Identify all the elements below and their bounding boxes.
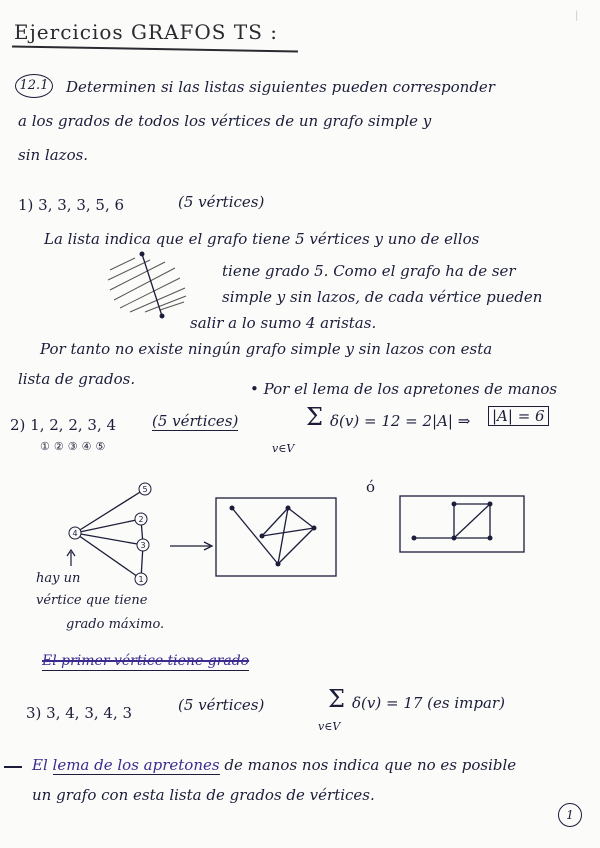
part2-heading: 2) 1, 2, 2, 3, 4: [10, 416, 117, 434]
note-arrow: [66, 550, 76, 568]
part1-line-2: tiene grado 5. Como el grafo ha de ser: [222, 262, 516, 280]
part3-sum-index: v∈V: [318, 720, 341, 733]
boxed-graph-2: [398, 494, 526, 554]
hatched-sketch: [100, 250, 200, 320]
statement-line-3: sin lazos.: [18, 146, 89, 164]
node-label-2a: 2: [138, 515, 144, 524]
part3-vertices: (5 vértices): [178, 696, 265, 714]
part1-line-1: La lista indica que el grafo tiene 5 vértices y uno de ellos: [44, 230, 480, 248]
node-label-1: 1: [138, 575, 144, 584]
part1-heading: 1) 3, 3, 3, 5, 6: [18, 196, 125, 214]
sum-symbol-3: Σ: [328, 685, 345, 713]
part2-sum-index: v∈V: [272, 442, 295, 455]
part3-heading: 3) 3, 4, 3, 4, 3: [26, 704, 133, 722]
statement-line-1: Determinen si las listas siguientes pueden corresponder: [66, 78, 495, 96]
part2-circled-labels: ①②③④⑤: [40, 440, 110, 453]
note-line-1: hay un: [36, 571, 81, 586]
node-label-5: 5: [142, 485, 148, 494]
part1-conclusion-1: Por tanto no existe ningún grafo simple y sin lazos con esta: [40, 340, 493, 358]
page-title: Ejercicios GRAFOS TS :: [14, 20, 279, 44]
bullet-dash: [4, 766, 22, 768]
conclusion-rest: de manos nos indica que no es posible: [219, 756, 517, 774]
conclusion-underlined: lema de los apretones: [52, 756, 220, 774]
crossed-out-line: El primer vértice tiene grado: [42, 653, 250, 669]
node-label-2b: 3: [140, 541, 146, 550]
title-underline: [12, 46, 298, 53]
node-label-4: 4: [72, 529, 78, 538]
page-number: 1: [558, 803, 582, 827]
note-line-2: vértice que tiene: [36, 593, 148, 608]
part1-line-4: salir a lo sumo 4 aristas.: [190, 314, 377, 332]
boxed-graph-1: [214, 496, 339, 578]
part2-sum-result: |A| = 6: [488, 406, 549, 426]
part2-lemma-note: • Por el lema de los apretones de manos: [250, 380, 558, 398]
part1-line-3: simple y sin lazos, de cada vértice pueden: [222, 288, 543, 306]
part2-sum-expression: δ(v) = 12 = 2|A| ⇒: [330, 412, 471, 430]
part2-vertices: (5 vértices): [152, 412, 239, 430]
part3-conclusion-line-2: un grafo con esta lista de grados de vértices.: [32, 786, 375, 804]
margin-mark: |: [575, 10, 579, 21]
statement-line-2: a los grados de todos los vértices de un grafo simple y: [18, 112, 432, 130]
part1-conclusion-2: lista de grados.: [18, 370, 136, 388]
or-word: ó: [366, 478, 376, 496]
part3-sum-expression: δ(v) = 17 (es impar): [352, 694, 505, 712]
part3-conclusion-line-1: [32, 756, 516, 774]
exercise-number: 12.1: [15, 74, 53, 98]
conclusion-prefix: El: [32, 756, 48, 774]
sum-symbol-2: Σ: [306, 403, 323, 431]
part1-vertices: (5 vértices): [178, 193, 265, 211]
arrow: [170, 540, 216, 552]
note-line-3: grado máximo.: [66, 617, 165, 632]
